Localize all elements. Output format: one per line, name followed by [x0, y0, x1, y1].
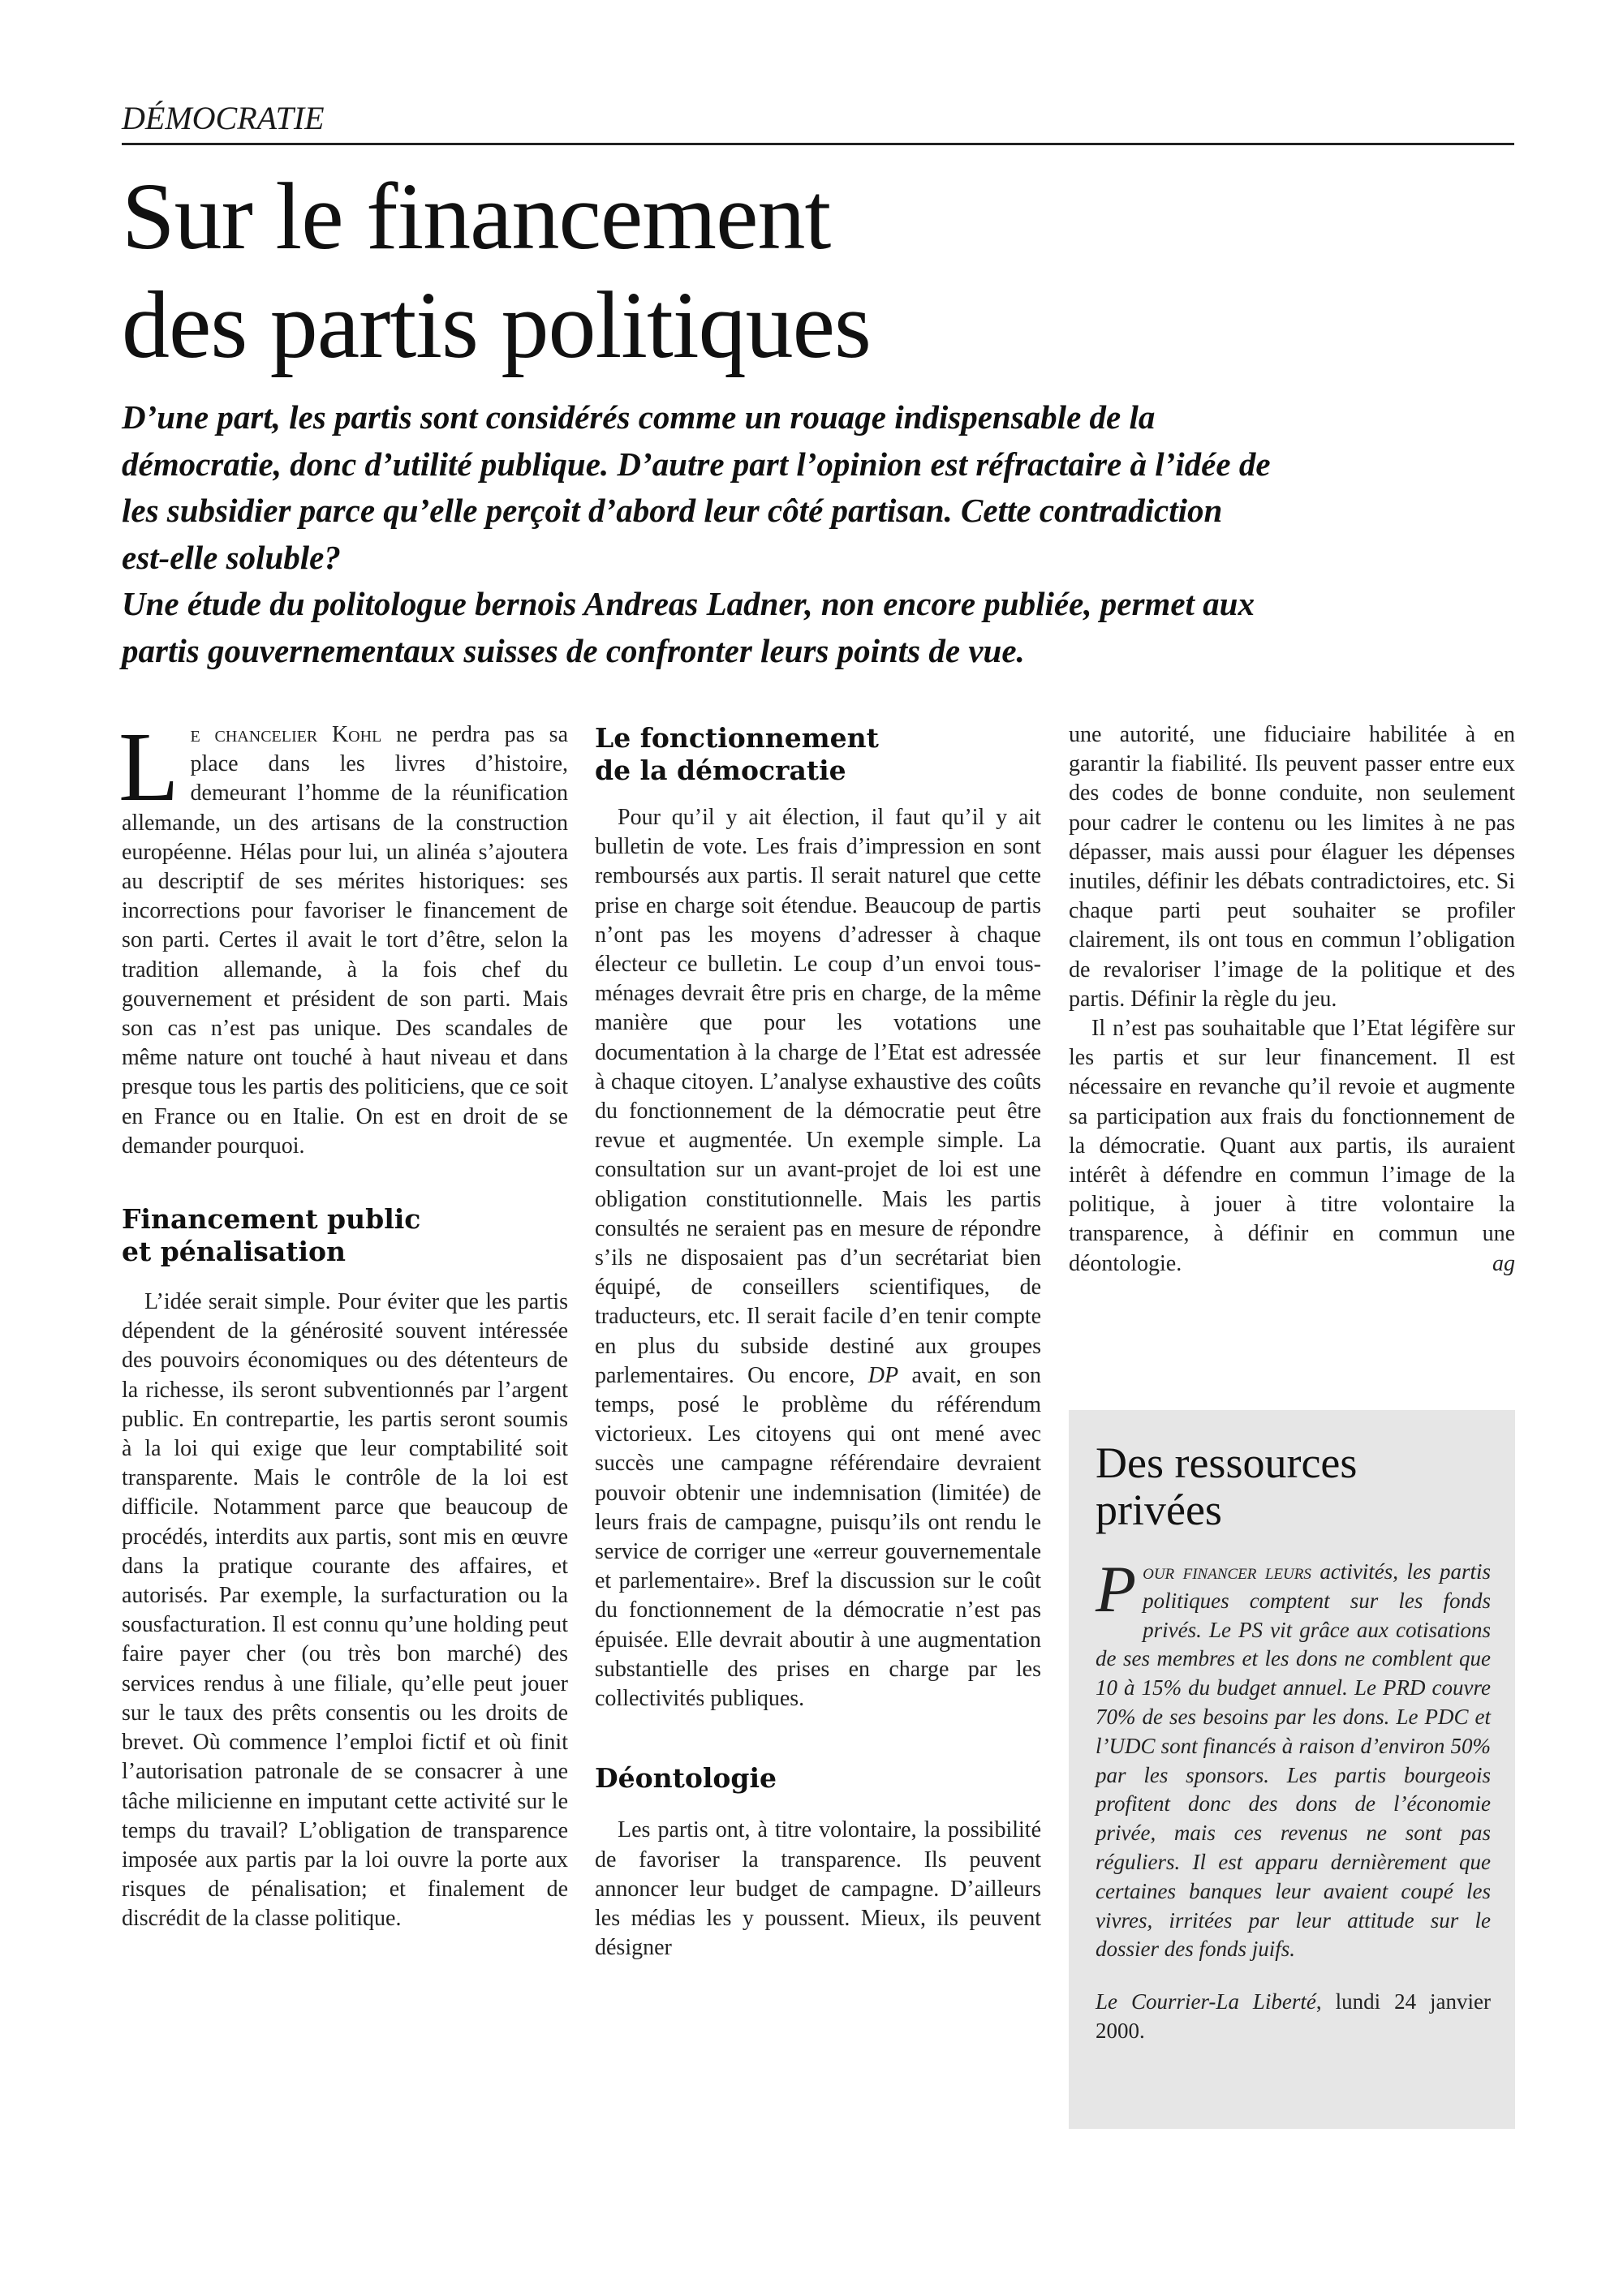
box-body [1096, 1552, 1491, 1964]
paragraph-fonctionnement [595, 803, 1041, 1713]
section-rubric: DÉMOCRATIE [122, 96, 1514, 145]
opening-paragraph [118, 712, 568, 1161]
subhead-financement-public [122, 1203, 568, 1268]
paragraph-conclusion [1069, 1014, 1515, 1279]
title-line-1: Sur le financement [122, 163, 831, 269]
sidebar-box [1069, 1410, 1515, 2129]
lead-paragraph-1: D’une part, les partis sont considérés comme un rouage indispensable de la démocratie, donc d’utilité publique. D’autre part l’opinion est réfractaire à l’idée de les subsidier parce qu’elle perçoit d’abord leur côté partisan. Cette contradiction est-elle soluble? [122, 398, 1271, 576]
source-date: , lundi 24 janvier 2000. [1096, 1989, 1491, 2044]
drop-cap: L [118, 712, 179, 822]
source-name: Le Courrier-La Liberté [1096, 1989, 1316, 2014]
subhead-line: Le fonctionnement [595, 722, 879, 754]
paragraph-deontologie-cont: une autorité, une fiduciaire habilitée à en garantir la fiabilité. Ils peuvent passer entre eux des codes de bonne conduite, non seulement pour cadrer le contenu ou les limites à ne pas dépasser, mais aussi pour élaguer les dépenses inutiles, définir les débats contradictoires, etc. Si chaque parti peut souhaiter se profiler clairement, ils ont tous en commun l’obligation de revaloriser l’image de la politique et des partis. Définir la règle du jeu. [1069, 722, 1515, 1012]
column-3 [1069, 720, 1515, 1279]
paragraph-text: avait, en son temps, posé le problème du référendum victorieux. Les citoyens qui ont mené avec succès une campagne référendaire devraient pouvoir obtenir une indemnisation (limitée) de leurs frais de campagne, puisqu’ils ont rendu le service de corriger une «erreur gouvernementale et parlementaire». Bref la discussion sur le coût du fonctionnement de la démocratie n’est pas épuisée. Elle devrait aboutir à une augmentation substantielle des prises en charge par les collectivités publiques. [595, 1362, 1041, 1712]
box-title-line: privées [1096, 1486, 1222, 1534]
paragraph-text: Pour qu’il y ait élection, il faut qu’il y ait bulletin de vote. Les frais d’impression en sont remboursés aux partis. Il serait naturel que cette prise en charge soit étendue. Beaucoup de partis n’ont pas les moyens d’adresser à chaque électeur ce bulletin. Le coup d’un envoi tous-ménages devrait être pris en charge, de la même manière que pour les votations une documentation à la charge de l’Etat est adressée à chaque citoyen. L’analyse exhaustive des coûts du fonctionnement de la démocratie peut être revue et augmentée. Un exemple simple. La consultation sur un avant-projet de loi est une obligation constitutionnelle. Mais les partis consultés ne seraient pas en mesure de répondre s’ils ne disposaient pas d’un secrétariat bien équipé, de conseillers scientifiques, de traducteurs, etc. Il serait facile d’en tenir compte en plus du subside destiné aux groupes parlementaires. Ou encore, [595, 805, 1041, 1388]
box-smallcaps: our financer leurs [1143, 1559, 1311, 1584]
column-2 [595, 722, 1041, 1963]
box-source [1096, 1987, 1491, 2045]
box-paragraph [1096, 1552, 1491, 1964]
subhead-fonctionnement [595, 722, 1041, 787]
article-title [122, 162, 1258, 380]
dp-abbrev: DP [867, 1362, 899, 1388]
paragraph-deontologie: Les partis ont, à titre volontaire, la possibilité de favoriser la transparence. Ils peuvent annoncer leur budget de campagne. D’ailleurs les médias les y poussent. Mieux, ils peuvent désigner [595, 1817, 1041, 1961]
box-title [1096, 1439, 1491, 1533]
article-lead [122, 394, 1274, 674]
opening-text: ne perdra pas sa place dans les livres d’histoire, demeurant l’homme de la réunification allemande, un des artisans de la construction européenne. Hélas pour lui, un alinéa s’ajoutera au descriptif de ses mérites historiques: ses incorrections pour favoriser le financement de son parti. Certes il avait le tort d’être, selon la tradition allemande, à la fois chef du gouvernement et président de son parti. Mais son cas n’est pas unique. Des scandales de même nature ont touché à haut niveau et dans presque tous les partis des politiciens, que ce soit en France ou en Italie. On est en droit de se demander pourquoi. [122, 722, 568, 1159]
box-text: activités, les partis politiques comptent sur les fonds privés. Le PS vit grâce aux cotisations de ses membres et les dons ne comblent que 10 à 15% du budget annuel. Le PRD couvre 70% de ses besoins par les dons. Le PDC et l’UDC sont financés à raison d’environ 50% par les sponsors. Les partis bourgeois profitent donc des dons de l’économie privée, mais ces revenus ne sont pas réguliers. Il est apparu dernièrement que certaines banques leur avaient coupé les vivres, irritées par leur attitude sur le dossier des fonds juifs. [1096, 1559, 1491, 1962]
author-signature: ag [1492, 1250, 1515, 1276]
opening-smallcaps: e chancelier Kohl [190, 722, 382, 747]
box-title-line: Des ressources [1096, 1438, 1358, 1487]
lead-paragraph-2: Une étude du politologue bernois Andreas Ladner, non encore publiée, permet aux partis gouvernementaux suisses de confronter leurs points de vue. [122, 585, 1255, 669]
title-line-2: des partis politiques [122, 272, 871, 378]
subhead-line: et pénalisation [122, 1236, 346, 1268]
paragraph-financement: L’idée serait simple. Pour éviter que les partis dépendent de la générosité souvent intéressée des pouvoirs économiques ou des détenteurs de la richesse, ils seront subventionnés par l’argent public. En contrepartie, les partis seront soumis à la loi qui exige que leur comptabilité soit transparente. Mais le contrôle de la loi est difficile. Notamment parce que beaucoup de procédés, interdits aux partis, sont mis en œuvre dans la pratique courante des affaires, et autorisés. Par exemple, la surfacturation ou la sousfacturation. Il est connu qu’une holding peut faire payer cher (ou très bon marché) des services rendus à une filiale, qu’elle peut jouer sur le taux des prêts consentis ou les droits de brevet. Où commence l’emploi fictif et où finit l’autorisation patronale de se consacrer à une tâche milicienne en imputant cette activité sur le temps du travail? L’obligation de transparence imposée aux partis par la loi ouvre la porte aux risques de pénalisation; et finalement de discrédit de la classe politique. [122, 1289, 568, 1932]
subhead-line: de la démocratie [595, 755, 846, 786]
box-drop-cap: P [1096, 1552, 1137, 1626]
column-1 [118, 712, 568, 1934]
subhead-deontologie: Déontologie [595, 1762, 777, 1795]
paragraph-text: Il n’est pas souhaitable que l’Etat légifère sur les partis et sur leur financement. Il est nécessaire en revanche qu’il revoie et augmente sa participation aux frais du fonctionnement de la démocratie. Quant aux partis, ils auraient intérêt à défendre en commun l’image de la politique, à jouer à titre volontaire la transparence, à définir en commun une déontologie. [1069, 1016, 1515, 1276]
subhead-line: Financement public [122, 1203, 421, 1236]
